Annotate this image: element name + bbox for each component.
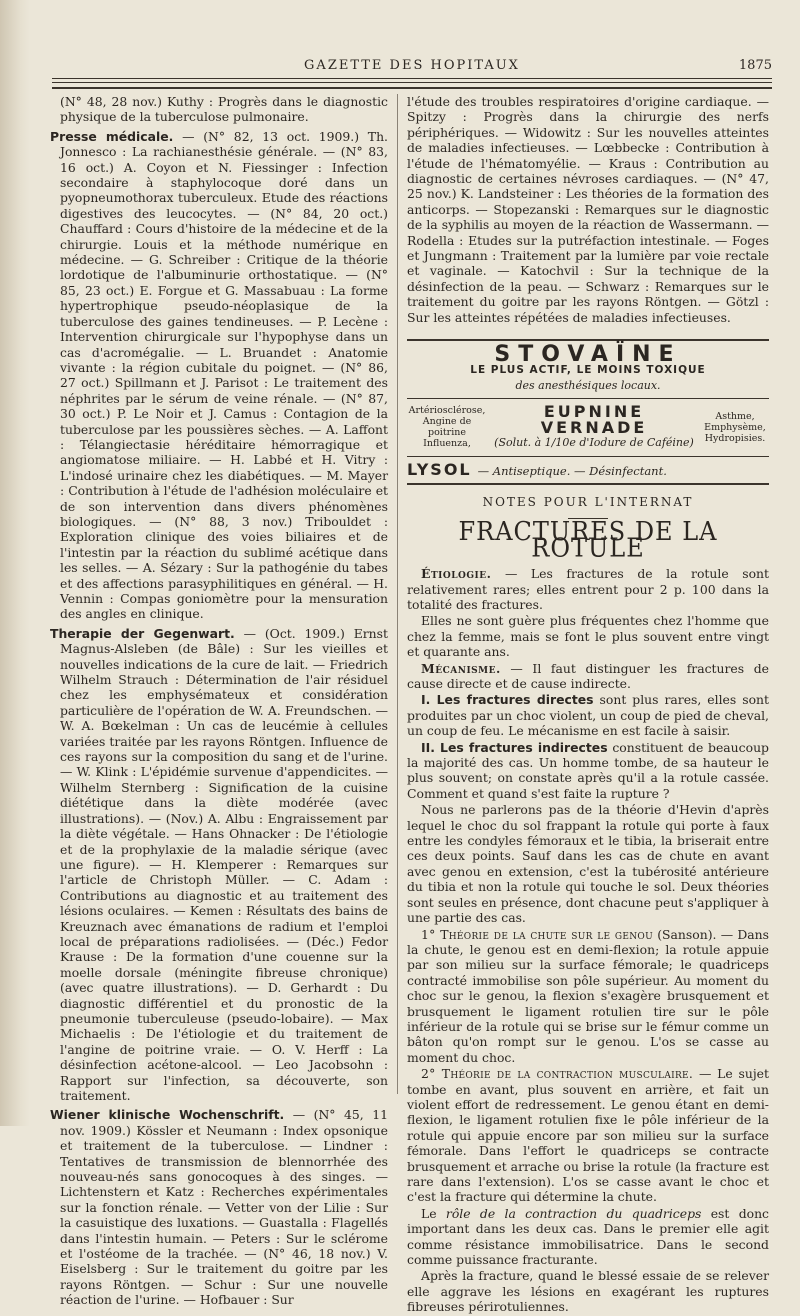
- article-paragraph: [407, 1206, 769, 1268]
- article-paragraph: Elles ne sont guère plus fréquentes chez l'homme que chez la femme, mais se font le plus souvent entre vingt et quarante ans.: [407, 613, 769, 660]
- paragraph-text: — Le sujet tombe en avant, plus souvent en arrière, et fait un violent effort de redressement. Le genou étant en demi-flexion, le ligament rotulien fixe le pôle inférieur de la rotule qui appuie encore par son milieu sur la surface fémorale. Dans l'effort le quadriceps se contracte brusquement et arrache ou brise la rotule (la fracture est rare dans l'extension). L'os se casse avant le choc et c'est la fracture qui détermine la chute.: [407, 1066, 769, 1205]
- paragraph-text: sont plus rares, elles sont produites par un choc violent, un coup de pied de cheval, un coup de feu. Le mécanisme en est facile à saisir.: [407, 692, 769, 739]
- journal-name: Therapie der Gegenwart.: [50, 625, 235, 641]
- paragraph-text: constituent de beaucoup la majorité des cas. Un homme tombe, de sa hauteur le plus souvent; on constate après qu'il a la rotule cassée. Comment et quand s'est faite la rupture ?: [407, 739, 769, 801]
- ad-divider: [407, 456, 769, 457]
- bibliography-entry: [50, 94, 388, 125]
- bibliography-entry: [50, 626, 388, 1104]
- ad-brand-stovaine: STOVAÏNE: [494, 342, 682, 368]
- paragraph-text: est donc important dans les deux cas. Dans le premier elle agit comme résistance immobilisatrice. Dans le second comme puissance fracturante.: [407, 1205, 769, 1268]
- page-edge-shadow: [0, 0, 30, 1126]
- ad-divider: [407, 398, 769, 399]
- continued-entry: l'étude des troubles respiratoires d'origine cardiaque. — Spitzy : Progrès dans la chirurgie des nerfs périphériques. — Widowitz : Sur les nouvelles atteintes de maladies infectieuses. — Lœbbecke : Contribution à l'étude de l'hématomyélie. — Kraus : Contribution au diagnostic de certaines névroses cardiaques. — (N° 47, 25 nov.) K. Landsteiner : Les théories de la formation des anticorps. — Stopezanski : Remarques sur le diagnostic de la syphilis au moyen de la réaction de Wassermann. — Rodella : Etudes sur la putréfaction intestinale. — Foges et Jungmann : Traitement par la lumière par voie rectale et vaginale. — Katochvil : Sur la technique de la désinfection de la peau. — Schwarz : Remarques sur le traitement du goitre par les rayons Röntgen. — Götzl : Sur les atteintes répétées de maladies infectieuses.: [407, 94, 769, 325]
- article-paragraph: [407, 1066, 769, 1205]
- ad-eupnine-row: [407, 404, 769, 450]
- paragraph-text: (Sanson). — Dans la chute, le genou est en demi-flexion; la rotule appuie par son milieu sur la surface fémorale; le quadriceps contracté immobilise son pôle supérieur. Au moment du choc sur le genou, la flexion s'exagère brusquement et brusquement le ligament rotulien tire sur le pôle inférieur de la rotule qui se brise sur le fémur comme un bâton qu'on rompt sur le genou. L'os se casse au moment du choc.: [407, 926, 769, 1065]
- journal-title: GAZETTE DES HOPITAUX: [304, 58, 520, 73]
- bibliography-entry: [50, 129, 388, 622]
- right-column: [407, 94, 769, 1316]
- article-paragraph: Nous ne parlerons pas de la théorie d'Hevin d'après lequel le choc du sol frappant la rotule qui porte à faux entre les condyles fémoraux et le tibia, la briserait entre ces deux points. Sauf dans les cas de chute en avant avec genou en extension, c'est la tubérosité antérieure du tibia et non la rotule qui touche le sol. Deux théories sont seules en présence, dont chacune peut s'appliquer à une partie des cas.: [407, 802, 769, 926]
- bibliography-entry: [50, 1107, 388, 1307]
- paragraph-emphasis: rôle de la contraction du quadriceps: [445, 1205, 702, 1221]
- page-header: [52, 58, 772, 78]
- article-paragraph: Après la fracture, quand le blessé essaie de se relever elle aggrave les lésions en exagérant les ruptures fibreuses périrotuliennes.: [407, 1268, 769, 1315]
- paragraph-text: — Il faut distinguer les fractures de cause directe et de cause indirecte.: [407, 660, 769, 691]
- paragraph-text: Le: [421, 1205, 446, 1221]
- entry-text: — (Oct. 1909.) Ernst Magnus-Alsleben (de Bâle) : Sur les vieilles et nouvelles indications de la cure de lait. — Friedrich Wilhelm Strauch : Détermination de l'air résiduel chez les emphysémateux et considération particulière de l'opération de W. A. Freundschen. — W. A. Bœkelman : Un cas de leucémie à cellules variées traitée par les rayons Röntgen. Influence de ces rayons sur la composition du sang et de l'urine. — W. Klink : L'épidémie survenue d'appendicites. — Wilhelm Sternberg : Signification de la cuisine diététique dans la diète modérée (avec illustrations). — (Nov.) A. Albu : Engraissement par la diète végétale. — Hans Ohnacker : De l'étiologie et de la prophylaxie de la maladie sérique (avec une figure). — H. Klemperer : Remarques sur l'article de Christoph Müller. — C. Adam : Contributions au diagnostic et au traitement des lésions oculaires. — Kemen : Résultats des bains de Kreuznach avec émanations de radium et l'emploi local de préparations radiolisées. — (Déc.) Fedor Krause : De la formation d'une couenne sur la moelle dorsale (méningite fibreuse chronique) (avec quatre illustrations). — D. Gerhardt : Du diagnostic différentiel et du pronostic de la pneumonie tuberculeuse (pseudo-lobaire). — Max Michaelis : De l'étiologie et du traitement de l'angine de poitrine vraie. — O. V. Herff : La désinfection acétone-alcool. — Leo Jacobsohn : Rapport sur l'infection, sa découverte, son traitement.: [60, 625, 388, 1103]
- ad-lysol-row: [407, 459, 769, 479]
- entry-text: (N° 48, 28 nov.) Kuthy : Progrès dans le diagnostic physique de la tuberculose pulmonaire.: [60, 94, 388, 125]
- paragraph-label: I. Les fractures directes: [421, 692, 594, 708]
- ad-indications-left: Artériosclérose, Angine de poitrine Influenza,: [408, 405, 486, 450]
- header-rule: [52, 87, 772, 89]
- ad-indications-right: Asthme, Emphysème, Hydropisies.: [704, 410, 766, 444]
- entry-text: — (N° 82, 13 oct. 1909.) Th. Jonnesco : La rachianesthésie générale. — (N° 83, 16 oct.) A. Coyon et N. Fiessinger : Infection secondaire à staphylocoque doré dans un pyopneumothorax tuberculeux. Etude des réactions digestives des leucocytes. — (N° 84, 20 oct.) Chauffard : Cours d'histoire de la médecine et de la chirurgie. Louis et la méthode numérique en médecine. — G. Schreiber : Critique de la théorie lordotique de l'albuminurie orthostatique. — (N° 85, 23 oct.) E. Forgue et G. Massabuau : La forme hypertrophique pseudo-néoplasique de la tuberculose des gaines tendineuses. — P. Lecène : Intervention chirurgicale sur l'hypophyse dans un cas d'acromégalie. — L. Bruandet : Anatomie vivante : la région cubitale du poignet. — (N° 86, 27 oct.) Spillmann et J. Parisot : Le traitement des néphrites par le sérum de veine rénale. — (N° 87, 30 oct.) P. Le Noir et J. Camus : Contagion de la tuberculose par les poussières sèches. — A. Laffont : Télangiectasie héréditaire hémorragique et angiomatose miliaire. — H. Labbé et H. Vitry : L'indosé urinaire chez les diabétiques. — M. Mayer : Contribution à l'étude de l'adhésion moléculaire et de son intervention dans divers phénomènes biologiques. — (N° 88, 3 nov.) Tribouldet : Exploration clinique des voies biliaires et de l'intestin par la réaction du sublimé acétique dans les selles. — A. Sézary : Sur la pathogénie du tabes et des affections parasyphilitiques en général. — H. Vennin : Compas goniomètre pour la mensuration des angles en clinique.: [60, 128, 388, 622]
- article-paragraph: [407, 927, 769, 1066]
- article-paragraph: [407, 661, 769, 692]
- article-title: FRACTURES DE LA ROTULE: [458, 516, 718, 564]
- journal-name: Wiener klinische Wochenschrift.: [50, 1107, 285, 1123]
- paragraph-text: — Les fractures de la rotule sont relativement rares; elles entrent pour 2 p. 100 dans la totalité des fractures.: [407, 566, 769, 612]
- paragraph-label: 1° Théorie de la chute sur le genou: [421, 926, 653, 942]
- ad-product-solution: (Solut. à 1/10e d'Iodure de Caféine): [494, 436, 694, 450]
- paragraph-label: 2° Théorie de la contraction musculaire.: [421, 1066, 694, 1082]
- paragraph-label: II. Les fractures indirectes: [421, 739, 608, 755]
- column-divider: [397, 94, 398, 1094]
- ad-eupnine-block: [487, 404, 701, 450]
- paragraph-label: Mécanisme.: [421, 660, 501, 676]
- ad-lysol-text: — Antiseptique. — Désinfectant.: [477, 463, 667, 478]
- ad-lysol-brand: LYSOL: [407, 459, 472, 479]
- advertisement: [407, 339, 769, 485]
- ad-tagline-secondary: des anesthésiques locaux.: [515, 378, 661, 392]
- ad-tagline: LE PLUS ACTIF, LE MOINS TOXIQUE: [470, 363, 706, 376]
- ad-product-name: EUPNINE VERNADE: [540, 402, 648, 437]
- entry-text: — (N° 45, 11 nov. 1909.) Kössler et Neumann : Index opsonique et traitement de la tuberculose. — Lindner : Tentatives de transmission de blennorrhée des nouveau-nés sans gonocoques à des singes. — Lichtenstern et Katz : Recherches expérimentales sur la fonction rénale. — Vetter von der Lilie : Sur la casuistique des luxations. — Guastalla : Flagellés dans l'intestin humain. — Peters : Sur le sclérome et l'ostéome de la trachée. — (N° 46, 18 nov.) V. Eiselsberg : Sur le traitement du goitre par les rayons Röntgen. — Schur : Sur une nouvelle réaction de l'urine. — Hofbauer : Sur: [60, 1107, 388, 1308]
- section-heading: NOTES POUR L'INTERNAT: [482, 494, 694, 509]
- left-column: [50, 94, 388, 1312]
- page-number: 1875: [738, 58, 772, 73]
- paragraph-label: Étiologie.: [421, 566, 492, 582]
- header-rule: [52, 78, 772, 79]
- article-paragraph: [407, 740, 769, 802]
- journal-name: Presse médicale.: [50, 128, 174, 144]
- header-rule: [52, 82, 772, 83]
- article-paragraph: [407, 692, 769, 738]
- article-paragraph: [407, 566, 769, 612]
